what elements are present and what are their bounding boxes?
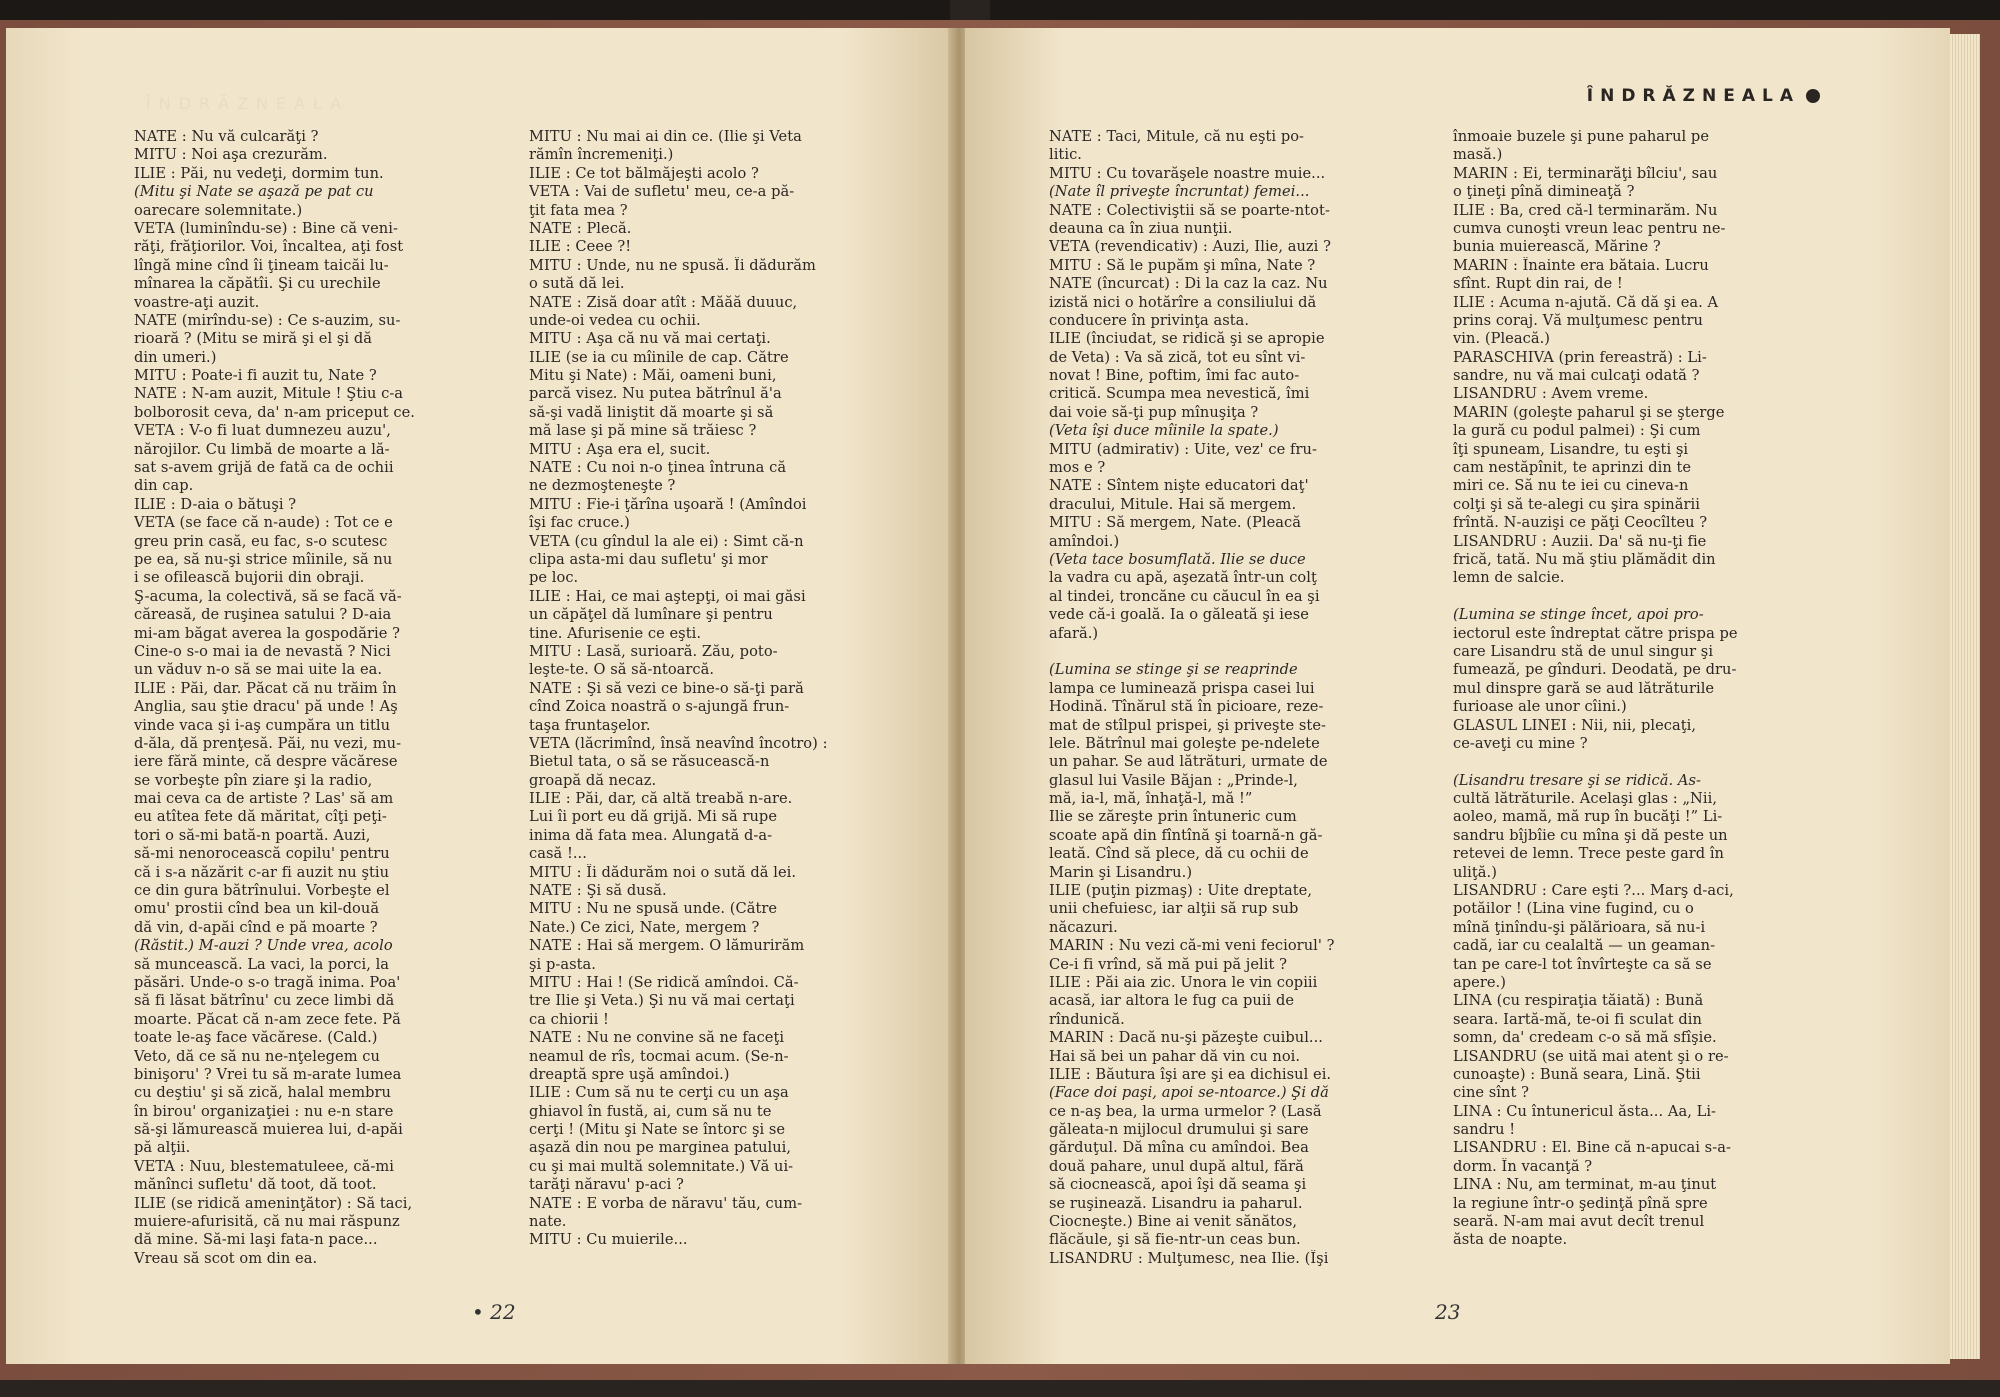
text-line: de Veta) : Va să zică, tot eu sînt vi- <box>1049 348 1306 366</box>
text-line: groapă dă necaz. <box>529 771 657 789</box>
text-line: bunia muierească, Mărine ? <box>1453 238 1661 256</box>
text-line: un căpăţel dă lumînare şi pentru <box>529 606 773 624</box>
text-line: LISANDRU : Auzii. Da' să nu-ţi fie <box>1453 532 1707 550</box>
text-line: ţit fata mea ? <box>529 201 628 219</box>
right-page <box>965 28 1950 1364</box>
text-line: ILIE (se ridică ameninţător) : Să taci, <box>134 1194 413 1212</box>
text-line: frică, tată. Nu mă ştiu plămădit din <box>1453 550 1716 568</box>
text-line: miri ce. Să nu te iei cu cineva-n <box>1453 477 1689 495</box>
text-line: Bietul tata, o să se răsucească-n <box>529 753 770 771</box>
text-line: neamul de rîs, tocmai acum. (Se-n- <box>529 1047 789 1065</box>
text-line: MITU : Lasă, surioară. Zău, poto- <box>529 642 778 660</box>
text-line: MITU : Nu ne spusă unde. (Către <box>529 900 778 918</box>
text-line: ILIE : Acuma n-ajută. Că dă şi ea. A <box>1453 293 1719 311</box>
text-line: NATE : Taci, Mitule, că nu eşti po- <box>1049 128 1305 145</box>
text-line: un văduv n-o să se mai uite la ea. <box>134 661 383 679</box>
text-line: şi p-asta. <box>529 955 596 973</box>
text-line <box>1049 643 1335 661</box>
text-line: ILIE : D-aia o bătuşi ? <box>134 495 297 513</box>
text-line: glasul lui Vasile Băjan : „Prinde-l, <box>1049 771 1298 789</box>
text-line: MITU : Noi aşa crezurăm. <box>134 146 328 164</box>
text-line: Hodină. Tînărul stă în picioare, reze- <box>1049 698 1324 716</box>
text-line: cadă, iar cu cealaltă — un geaman- <box>1453 937 1716 955</box>
text-line: unde-oi vedea cu ochii. <box>529 311 701 329</box>
text-line: mă, ia-l, mă, înhaţă-l, mă !” <box>1049 790 1253 808</box>
text-line: Ş-acuma, la colectivă, să se facă vă- <box>134 587 402 605</box>
text-line: ghiavol în fustă, ai, cum să nu te <box>529 1102 772 1120</box>
text-line: i se ofilească bujorii din obraji. <box>134 569 365 587</box>
text-line: PARASCHIVA (prin fereastră) : Li- <box>1453 348 1707 366</box>
text-line: ILIE (puţin pizmaş) : Uite dreptate, <box>1049 882 1313 900</box>
text-line: NATE : N-am auzit, Mitule ! Ştiu c-a <box>134 385 404 403</box>
text-line: ce din gura bătrînului. Vorbeşte el <box>134 882 390 900</box>
text-line: conducere în privinţa asta. <box>1049 311 1250 329</box>
text-line: Lui îi port eu dă grijă. Mi să rupe <box>529 808 778 826</box>
text-line: Nate.) Ce zici, Nate, mergem ? <box>529 918 760 936</box>
text-line: cerţi ! (Mitu şi Nate se întorc şi se <box>529 1121 786 1139</box>
text-line: VETA (se face că n-aude) : Tot ce e <box>134 514 393 532</box>
text-line: MITU : Fie-i ţărîna uşoară ! (Amîndoi <box>529 495 807 513</box>
text-line: ILIE : Ba, cred că-l terminarăm. Nu <box>1453 201 1718 219</box>
text-line: mănînci sufletu' dă toot, dă toot. <box>134 1176 377 1194</box>
text-line: rămîn încremeniţi.) <box>529 146 674 164</box>
text-line: Anglia, sau ştie dracu' pă unde ! Aş <box>134 698 398 716</box>
text-line: unii chefuiesc, iar alţii să rup sub <box>1049 900 1299 918</box>
text-line: tarăţi năravu' p-aci ? <box>529 1176 684 1194</box>
text-line: iectorul este îndreptat către prispa pe <box>1453 624 1738 642</box>
text-line: MITU : Cu tovarăşele noastre muie... <box>1049 164 1326 182</box>
text-line: aoleo, mamă, mă rup în bucăţi !” Li- <box>1453 808 1723 826</box>
text-line: dracului, Mitule. Hai să mergem. <box>1049 495 1297 513</box>
text-line: mat de stîlpul prispei, şi priveşte ste- <box>1049 716 1327 734</box>
text-line: sfînt. Rupt din rai, de ! <box>1453 275 1623 293</box>
text-line: rîndunică. <box>1049 1010 1125 1028</box>
text-line: cu deştiu' şi să zică, halal membru <box>134 1084 391 1102</box>
text-line: toate le-aş face văcărese. (Cald.) <box>134 1029 378 1047</box>
text-line: moarte. Păcat că n-am zece fete. Pă <box>134 1010 401 1028</box>
background-top-right <box>990 0 2000 20</box>
text-line: cînd Zoica noastră o s-ajungă frun- <box>529 698 790 716</box>
text-line: LISANDRU : Avem vreme. <box>1453 385 1649 403</box>
text-line: LINA (cu respiraţia tăiată) : Bună <box>1453 992 1704 1010</box>
text-line: (Nate îl priveşte încruntat) femei... <box>1049 183 1310 201</box>
text-line: fumează, pe gînduri. Deodată, pe dru- <box>1453 661 1737 679</box>
text-line: sandru ! <box>1453 1121 1516 1139</box>
text-line: mul dinspre gară se aud lătrăturile <box>1453 679 1715 697</box>
text-line: MARIN : Nu vezi că-mi veni feciorul' ? <box>1049 937 1335 955</box>
left-page-column-1 <box>134 128 415 1268</box>
text-line: frîntă. N-auzişi ce păţi Ceocîlteu ? <box>1453 514 1708 532</box>
text-line: ce-aveţi cu mine ? <box>1453 734 1588 752</box>
text-line: mi-am băgat averea la gospodărie ? <box>134 624 400 642</box>
text-line: ca chiorii ! <box>529 1010 609 1028</box>
text-line: să-mi nenorocească copilu' pentru <box>134 845 390 863</box>
text-line: somn, da' credeam c-o să mă sfîşie. <box>1453 1029 1717 1047</box>
text-line: afară.) <box>1049 624 1099 642</box>
text-line: mînarea la căpătîi. Şi cu urechile <box>134 275 381 293</box>
text-line: MARIN : Înainte era bătaia. Lucru <box>1453 256 1709 274</box>
text-line: MITU : Îi dădurăm noi o sută dă lei. <box>529 863 797 881</box>
text-line: seara. Iartă-mă, te-oi fi sculat din <box>1453 1010 1702 1028</box>
text-line: că i s-a năzărit c-ar fi auzit nu ştiu <box>134 863 390 881</box>
text-line: care Lisandru stă de unul singur şi <box>1453 642 1714 660</box>
text-line: (Veta îşi duce mîinile la spate.) <box>1049 422 1279 440</box>
text-line: la gură cu podul palmei) : Şi cum <box>1453 422 1701 440</box>
text-line: mînă ţinîndu-şi pălărioara, să nu-i <box>1453 918 1706 936</box>
text-line: năcazuri. <box>1049 918 1118 936</box>
text-line: Cine-o s-o mai ia de nevastă ? Nici <box>134 642 391 660</box>
text-line: critică. Scumpa mea nevestică, îmi <box>1049 385 1310 403</box>
text-line: potăilor ! (Lina vine fugind, cu o <box>1453 900 1694 918</box>
text-line: VETA : Nuu, blestematuleee, că-mi <box>134 1157 394 1175</box>
text-line: MITU : Să le pupăm şi mîna, Nate ? <box>1049 256 1316 274</box>
right-page-column-1 <box>1049 128 1335 1268</box>
text-line: omu' prostii cînd bea un kil-două <box>134 900 380 918</box>
text-line: lele. Bătrînul mai goleşte pe-ndelete <box>1049 734 1320 752</box>
text-line: tan pe care-l tot învîrteşte ca să se <box>1453 955 1712 973</box>
text-line: dă vin, d-apăi cînd e pă moarte ? <box>134 918 378 936</box>
text-line: să-şi lămurească muierea lui, d-apăi <box>134 1121 403 1139</box>
text-line: NATE : E vorba de năravu' tău, cum- <box>529 1194 803 1212</box>
text-line: bolborosit ceva, da' n-am priceput ce. <box>134 403 415 421</box>
text-line: ILIE : Cum să nu te cerţi cu un aşa <box>529 1084 789 1102</box>
text-line <box>1453 588 1738 606</box>
text-line: nate. <box>529 1213 567 1231</box>
text-line: Vreau să scot om din ea. <box>134 1249 318 1267</box>
text-line: sandru bîjbîie cu mîna şi dă peste un <box>1453 826 1728 844</box>
text-line: parcă visez. Nu putea bătrînul ă'a <box>529 385 782 403</box>
text-line: cumva cunoşti vreun leac pentru ne- <box>1453 219 1726 237</box>
text-line: muiere-afurisită, că nu mai răspunz <box>134 1213 400 1231</box>
text-line: dreaptă spre uşă amîndoi.) <box>529 1065 730 1083</box>
text-line: Ilie se zăreşte prin întuneric cum <box>1049 808 1297 826</box>
text-line: izistă nici o hotărîre a consiliului dă <box>1049 293 1317 311</box>
text-line: NATE : Hai să mergem. O lămurirăm <box>529 937 805 955</box>
text-line: pe loc. <box>529 569 579 587</box>
text-line: lampa ce luminează prispa casei lui <box>1049 679 1315 697</box>
left-running-title: ÎNDRĂZNEALA <box>146 94 350 113</box>
text-line: MARIN : Dacă nu-şi păzeşte cuibul... <box>1049 1029 1324 1047</box>
text-line: VETA (cu gîndul la ale ei) : Simt că-n <box>529 532 804 550</box>
text-line: (Răstit.) M-auzi ? Unde vrea, acolo <box>134 937 393 955</box>
text-line: MARIN : Ei, terminarăţi bîlciu', sau <box>1453 164 1718 182</box>
text-line: MITU : Unde, nu ne spusă. Îi dădurăm <box>529 256 816 274</box>
text-line: prins coraj. Vă mulţumesc pentru <box>1453 311 1703 329</box>
text-line: cultă lătrăturile. Acelaşi glas : „Nii, <box>1453 790 1718 808</box>
background-top <box>0 0 950 20</box>
text-line: dorm. În vacanţă ? <box>1453 1157 1593 1175</box>
text-line: mă lase şi pă mine să trăiesc ? <box>529 422 757 440</box>
text-line: mos e ? <box>1049 459 1106 477</box>
text-line: o ţineţi pînă dimineaţă ? <box>1453 183 1635 201</box>
text-line: VETA (luminîndu-se) : Bine că veni- <box>134 219 398 237</box>
text-line: iere fără minte, că despre văcărese <box>134 753 398 771</box>
text-line: MITU : Aşa că nu vă mai certaţi. <box>529 330 771 348</box>
text-line: ăsta de noapte. <box>1453 1231 1568 1249</box>
text-line: MITU : Să mergem, Nate. (Pleacă <box>1049 514 1302 532</box>
text-line: Veto, dă ce să nu ne-nţelegem cu <box>134 1047 380 1065</box>
text-line: Marin şi Lisandru.) <box>1049 863 1193 881</box>
right-page-column-2 <box>1453 128 1738 1250</box>
text-line: deauna ca în ziua nunţii. <box>1049 219 1233 237</box>
page-edges <box>1950 34 1980 1359</box>
text-line: scoate apă din fîntînă şi toarnă-n gă- <box>1049 826 1323 844</box>
text-line: (Face doi paşi, apoi se-ntoarce.) Şi dă <box>1049 1084 1329 1102</box>
text-line: MARIN (goleşte paharul şi se şterge <box>1453 403 1725 421</box>
text-line: taşa fruntaşelor. <box>529 716 651 734</box>
text-line: eu atîtea fete dă măritat, cîţi peţi- <box>134 808 387 826</box>
left-page-column-2 <box>529 128 828 1250</box>
text-line: MITU : Hai ! (Se ridică amîndoi. Că- <box>529 973 799 991</box>
text-line: tine. Afurisenie ce eşti. <box>529 624 702 642</box>
text-line: (Lumina se stinge şi se reaprinde <box>1049 661 1298 679</box>
text-line: o sută dă lei. <box>529 275 625 293</box>
text-line: ILIE : Băutura îşi are şi ea dichisul ei. <box>1049 1065 1332 1083</box>
text-line: la regiune într-o şedinţă pînă spre <box>1453 1194 1708 1212</box>
text-line: să muncească. La vaci, la porci, la <box>134 955 390 973</box>
text-line: să-şi vadă liniştit dă moarte şi să <box>529 403 774 421</box>
text-line: sandre, nu vă mai culcaţi odată ? <box>1453 367 1700 385</box>
text-line: ce n-aş bea, la urma urmelor ? (Lasă <box>1049 1102 1322 1120</box>
text-line: MITU (admirativ) : Uite, vez' ce fru- <box>1049 440 1317 458</box>
text-line: LINA : Nu, am terminat, m-au ţinut <box>1453 1176 1717 1194</box>
text-line: Hai să bei un pahar dă vin cu noi. <box>1049 1047 1301 1065</box>
text-line: găleata-n mijlocul drumului şi sare <box>1049 1121 1309 1139</box>
text-line: binişoru' ? Vrei tu să m-arate lumea <box>134 1065 402 1083</box>
text-line: dă mine. Să-mi laşi fata-n pace... <box>134 1231 378 1249</box>
text-line: casă !... <box>529 845 587 863</box>
text-line: îşi fac cruce.) <box>529 514 630 532</box>
text-line: ILIE : Păi, dar, că altă treabă n-are. <box>529 790 793 808</box>
text-line: cunoaşte) : Bună seara, Lină. Ştii <box>1453 1065 1701 1083</box>
text-line: aşază din nou pe marginea patului, <box>529 1139 792 1157</box>
text-line: căreasă, de ruşinea satului ? D-aia <box>134 606 392 624</box>
text-line: Ce-i fi vrînd, să mă pui pă jelit ? <box>1049 955 1287 973</box>
text-line: retevei de lemn. Trece peste gard în <box>1453 845 1725 863</box>
text-line: VETA (lăcrimînd, însă neavînd încotro) : <box>529 734 828 752</box>
text-line: masă.) <box>1453 146 1503 164</box>
text-line: uliţă.) <box>1453 863 1497 881</box>
text-line: ILIE : Ce tot bălmăjeşti acolo ? <box>529 164 759 182</box>
text-line: al tindei, troncăne cu căucul în ea şi <box>1049 587 1320 605</box>
text-line: tori o să-mi bată-n poartă. Auzi, <box>134 826 371 844</box>
text-line: NATE (încurcat) : Di la caz la caz. Nu <box>1049 275 1328 293</box>
text-line: ne dezmoşteneşte ? <box>529 477 676 495</box>
text-line: NATE : Şi să dusă. <box>529 882 667 900</box>
text-line: NATE : Sîntem nişte educatori daţ' <box>1049 477 1309 495</box>
text-line: înmoaie buzele şi pune paharul pe <box>1453 128 1710 145</box>
text-line: cam nestăpînit, te aprinzi din te <box>1453 459 1692 477</box>
text-line: se vorbeşte pîn ziare şi la radio, <box>134 771 373 789</box>
text-line <box>1453 753 1738 771</box>
text-line: litic. <box>1049 146 1082 164</box>
text-line: lemn de salcie. <box>1453 569 1565 587</box>
text-line: ILIE (se ia cu mîinile de cap. Către <box>529 348 789 366</box>
text-line: îţi spuneam, Lisandre, tu eşti şi <box>1453 440 1689 458</box>
text-line: VETA (revendicativ) : Auzi, Ilie, auzi ? <box>1049 238 1331 256</box>
text-line: vin. (Pleacă.) <box>1453 330 1551 348</box>
text-line: MITU : Cu muierile... <box>529 1231 688 1249</box>
page-number-left: • 22 <box>472 1300 516 1324</box>
text-line: novat ! Bine, poftim, îmi fac auto- <box>1049 367 1300 385</box>
text-line: furioase ale unor cîini.) <box>1453 698 1627 716</box>
text-line: se ruşinează. Lisandru ia paharul. <box>1049 1194 1303 1212</box>
text-line: ILIE : Păi, nu vedeţi, dormim tun. <box>134 164 384 182</box>
text-line: NATE : Şi să vezi ce bine-o să-ţi pară <box>529 679 804 697</box>
text-line: dai voie să-ţi pup mînuşiţa ? <box>1049 403 1259 421</box>
text-line: ILIE (înciudat, se ridică şi se apropie <box>1049 330 1325 348</box>
text-line: pă alţii. <box>134 1139 191 1157</box>
text-line: NATE : Plecă. <box>529 219 632 237</box>
text-line: LISANDRU (se uită mai atent şi o re- <box>1453 1047 1729 1065</box>
text-line: vede că-i goală. Ia o găleată şi iese <box>1049 606 1309 624</box>
text-line: flăcăule, şi să fie-ntr-un ceas bun. <box>1049 1231 1301 1249</box>
text-line: cine sînt ? <box>1453 1084 1529 1102</box>
text-line: MITU : Nu mai ai din ce. (Ilie şi Veta <box>529 128 802 145</box>
text-line: NATE : Cu noi n-o ţinea întruna că <box>529 459 787 477</box>
text-line: Ciocneşte.) Bine ai venit sănătos, <box>1049 1213 1298 1231</box>
text-line: NATE : Nu vă culcarăţi ? <box>134 128 319 145</box>
text-line: ILIE : Ceee ?! <box>529 238 632 256</box>
text-line: VETA : V-o fi luat dumnezeu auzu', <box>134 422 391 440</box>
text-line: LINA : Cu întunericul ăsta... Aa, Li- <box>1453 1102 1717 1120</box>
running-title-text: ÎNDRĂZNEALA <box>1586 86 1800 106</box>
text-line: din umeri.) <box>134 348 217 366</box>
text-line: păsări. Unde-o s-o tragă inima. Poa' <box>134 973 401 991</box>
text-line: (Lumina se stinge încet, apoi pro- <box>1453 606 1704 624</box>
text-line: ILIE : Păi, dar. Păcat că nu trăim în <box>134 679 397 697</box>
text-line: (Lisandru tresare şi se ridică. As- <box>1453 771 1701 789</box>
text-line: la vadra cu apă, aşezată într-un colţ <box>1049 569 1317 587</box>
text-line: apere.) <box>1453 973 1506 991</box>
text-line: două pahare, unul după altul, fără <box>1049 1157 1304 1175</box>
text-line: pe ea, să nu-şi strice mîinile, să nu <box>134 550 393 568</box>
text-line: mai ceva ca de artiste ? Las' să am <box>134 790 394 808</box>
text-line: voastre-aţi auzit. <box>134 293 260 311</box>
text-line: MITU : Poate-i fi auzit tu, Nate ? <box>134 367 377 385</box>
text-line: ILIE : Hai, ce mai aştepţi, oi mai găsi <box>529 587 806 605</box>
text-line: din cap. <box>134 477 194 495</box>
text-line: amîndoi.) <box>1049 532 1120 550</box>
text-line: GLASUL LINEI : Nii, nii, plecaţi, <box>1453 716 1697 734</box>
text-line: rioară ? (Mitu se miră şi el şi dă <box>134 330 372 348</box>
text-line: cu şi mai multă solemnitate.) Vă ui- <box>529 1157 794 1175</box>
text-line: d-ăla, dă prenţesă. Păi, nu vezi, mu- <box>134 734 402 752</box>
text-line: lîngă mine cînd îi ţineam taicăi lu- <box>134 256 389 274</box>
text-line: colţi şi să te-alegi cu şira spinării <box>1453 495 1700 513</box>
text-line: în birou' organizaţiei : nu e-n stare <box>134 1102 394 1120</box>
text-line: gărduţul. Dă mîna cu amîndoi. Bea <box>1049 1139 1309 1157</box>
text-line: NATE (mirîndu-se) : Ce s-auzim, su- <box>134 311 401 329</box>
page-number-right: 23 <box>1435 1300 1461 1324</box>
text-line: inima dă fata mea. Alungată d-a- <box>529 826 773 844</box>
text-line: LISANDRU : Mulţumesc, nea Ilie. (Îşi <box>1049 1249 1329 1267</box>
text-line: un pahar. Se aud lătrături, urmate de <box>1049 753 1328 771</box>
text-line: Mitu şi Nate) : Măi, oameni buni, <box>529 367 777 385</box>
text-line: leată. Cînd să plece, dă cu ochii de <box>1049 845 1309 863</box>
text-line: să ciocnească, apoi îşi dă seama şi <box>1049 1176 1307 1194</box>
text-line: (Mitu şi Nate se aşază pe pat cu <box>134 183 374 201</box>
text-line: vinde vaca şi i-aş cumpăra un titlu <box>134 716 391 734</box>
text-line: LISANDRU : El. Bine că n-apucai s-a- <box>1453 1139 1731 1157</box>
text-line: oarecare solemnitate.) <box>134 201 303 219</box>
text-line: NATE : Nu ne convine să ne faceţi <box>529 1029 785 1047</box>
text-line: VETA : Vai de sufletu' meu, ce-a pă- <box>529 183 795 201</box>
text-line: NATE : Zisă doar atît : Măăă duuuc, <box>529 293 798 311</box>
text-line: ILIE : Păi aia zic. Unora le vin copiii <box>1049 973 1318 991</box>
bullet-dot-icon <box>1806 89 1820 103</box>
text-line: NATE : Colectiviştii să se poarte-ntot- <box>1049 201 1330 219</box>
text-line: LISANDRU : Care eşti ?... Marş d-aci, <box>1453 882 1734 900</box>
text-line: sat s-avem grijă de fată ca de ochii <box>134 459 394 477</box>
left-page <box>6 28 956 1364</box>
text-line: greu prin casă, eu fac, s-o scutesc <box>134 532 388 550</box>
text-line: acasă, iar altora le fug ca puii de <box>1049 992 1295 1010</box>
text-line: nărojilor. Cu limbă de moarte a lă- <box>134 440 390 458</box>
text-line: seară. N-am mai avut decît trenul <box>1453 1213 1705 1231</box>
text-line: tre Ilie şi Veta.) Şi nu vă mai certaţi <box>529 992 795 1010</box>
text-line: să fi lăsat bătrînu' cu zece limbi dă <box>134 992 395 1010</box>
text-line: MITU : Aşa era el, sucit. <box>529 440 711 458</box>
text-line: leşte-te. O să să-ntoarcă. <box>529 661 715 679</box>
text-line: (Veta tace bosumflată. Ilie se duce <box>1049 550 1306 568</box>
running-title <box>1587 86 1820 106</box>
text-line: clipa asta-mi dau sufletu' şi mor <box>529 550 768 568</box>
text-line: răţi, frăţiorilor. Voi, încaltea, aţi fost <box>134 238 404 256</box>
